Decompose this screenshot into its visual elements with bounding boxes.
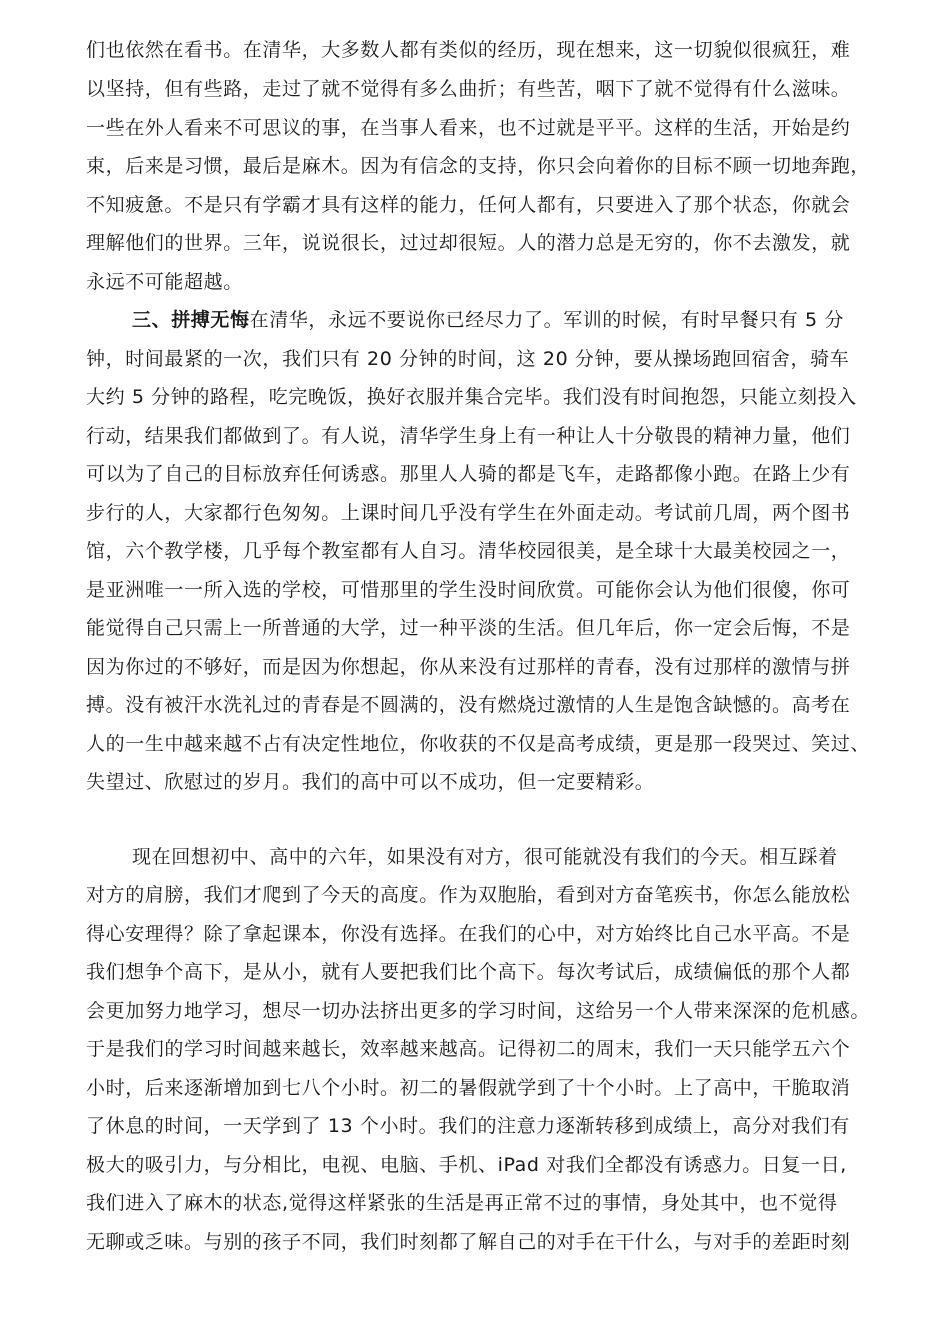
text-line: 了休息的时间，一天学到了 13 个小时。我们的注意力逐渐转移到成绩上，高分对我们有 (86, 1115, 850, 1137)
text-line: 搏。没有被汗水洗礼过的青春是不圆满的，没有燃烧过激情的人生是饱含缺憾的。高考在 (86, 694, 851, 716)
text-line: 钟，时间最紧的一次，我们只有 20 分钟的时间，这 20 分钟，要从操场跑回宿舍，骑车 (86, 348, 850, 370)
text-line: 不知疲惫。不是只有学霸才具有这样的能力，任何人都有，只要进入了那个状态，你就会 (86, 194, 851, 216)
text-line: 于是我们的学习时间越来越长，效率越来越高。记得初二的周末，我们一天只能学五六个 (86, 1038, 851, 1060)
text-line: 小时，后来逐渐增加到七八个小时。初二的暑假就学到了十个小时。上了高中，干脆取消 (86, 1077, 851, 1099)
text-line: 能觉得自己只需上一所普通的大学，过一种平淡的生活。但几年后，你一定会后悔，不是 (86, 617, 851, 639)
text-line: 是亚洲唯一一所入选的学校，可惜那里的学生没时间欣赏。可能你会认为他们很傻，你可 (86, 579, 851, 601)
text-line: 永远不可能超越。 (86, 271, 243, 293)
text-line: 束，后来是习惯，最后是麻木。因为有信念的支持，你只会向着你的目标不顾一切地奔跑， (86, 155, 871, 177)
text-line: 人的一生中越来越不占有决定性地位，你收获的不仅是高考成绩，更是那一段哭过、笑过、 (86, 733, 871, 755)
text-line: 现在回想初中、高中的六年，如果没有对方，很可能就没有我们的今天。相互踩着 (132, 846, 838, 868)
section-heading-line (132, 308, 844, 332)
text-line: 无聊或乏味。与别的孩子不同，我们时刻都了解自己的对手在干什么，与对手的差距时刻 (86, 1231, 851, 1253)
text-line: 理解他们的世界。三年，说说很长，过过却很短。人的潜力总是无穷的，你不去激发，就 (86, 232, 851, 254)
text-line: 我们进入了麻木的状态,觉得这样紧张的生活是再正常不过的事情，身处其中，也不觉得 (86, 1192, 838, 1214)
text-line: 以坚持，但有些路，走过了就不觉得有多么曲折；有些苦，咽下了就不觉得有什么滋味。 (86, 78, 851, 100)
text-line: 因为你过的不够好，而是因为你想起，你从来没有过那样的青春，没有过那样的激情与拼 (86, 656, 851, 678)
text-line: 可以为了自己的目标放弃任何诱惑。那里人人骑的都是飞车，走路都像小跑。在路上少有 (86, 463, 851, 485)
text-line: 极大的吸引力，与分相比，电视、电脑、手机、iPad 对我们全都没有诱惑力。日复一日, (86, 1154, 847, 1176)
text-line: 馆，六个教学楼，几乎每个教室都有人自习。清华校园很美，是全球十大最美校园之一， (86, 540, 851, 562)
text-span: 在清华，永远不要说你已经尽力了。军训的时候，有时早餐只有 5 分 (249, 309, 844, 331)
text-line: 行动，结果我们都做到了。有人说，清华学生身上有一种让人十分敬畏的精神力量，他们 (86, 425, 851, 447)
section-heading: 三、拼搏无悔 (132, 309, 250, 331)
text-line: 们也依然在看书。在清华，大多数人都有类似的经历，现在想来，这一切貌似很疯狂，难 (86, 39, 851, 61)
text-line: 大约 5 分钟的路程，吃完晚饭，换好衣服并集合完毕。我们没有时间抱怨，只能立刻投入 (86, 386, 857, 408)
text-line: 失望过、欣慰过的岁月。我们的高中可以不成功，但一定要精彩。 (86, 771, 655, 793)
text-line: 我们想争个高下，是从小，就有人要把我们比个高下。每次考试后，成绩偏低的那个人都 (86, 961, 851, 983)
text-line: 得心安理得？除了拿起课本，你没有选择。在我们的心中，对方始终比自己水平高。不是 (86, 923, 851, 945)
text-line: 会更加努力地学习，想尽一切办法挤出更多的学习时间，这给另一个人带来深深的危机感。 (86, 1000, 871, 1022)
text-line: 一些在外人看来不可思议的事，在当事人看来，也不过就是平平。这样的生活，开始是约 (86, 117, 851, 139)
text-line: 对方的肩膀，我们才爬到了今天的高度。作为双胞胎，看到对方奋笔疾书，你怎么能放松 (86, 884, 851, 906)
text-line: 步行的人，大家都行色匆匆。上课时间几乎没有学生在外面走动。考试前几周，两个图书 (86, 502, 851, 524)
